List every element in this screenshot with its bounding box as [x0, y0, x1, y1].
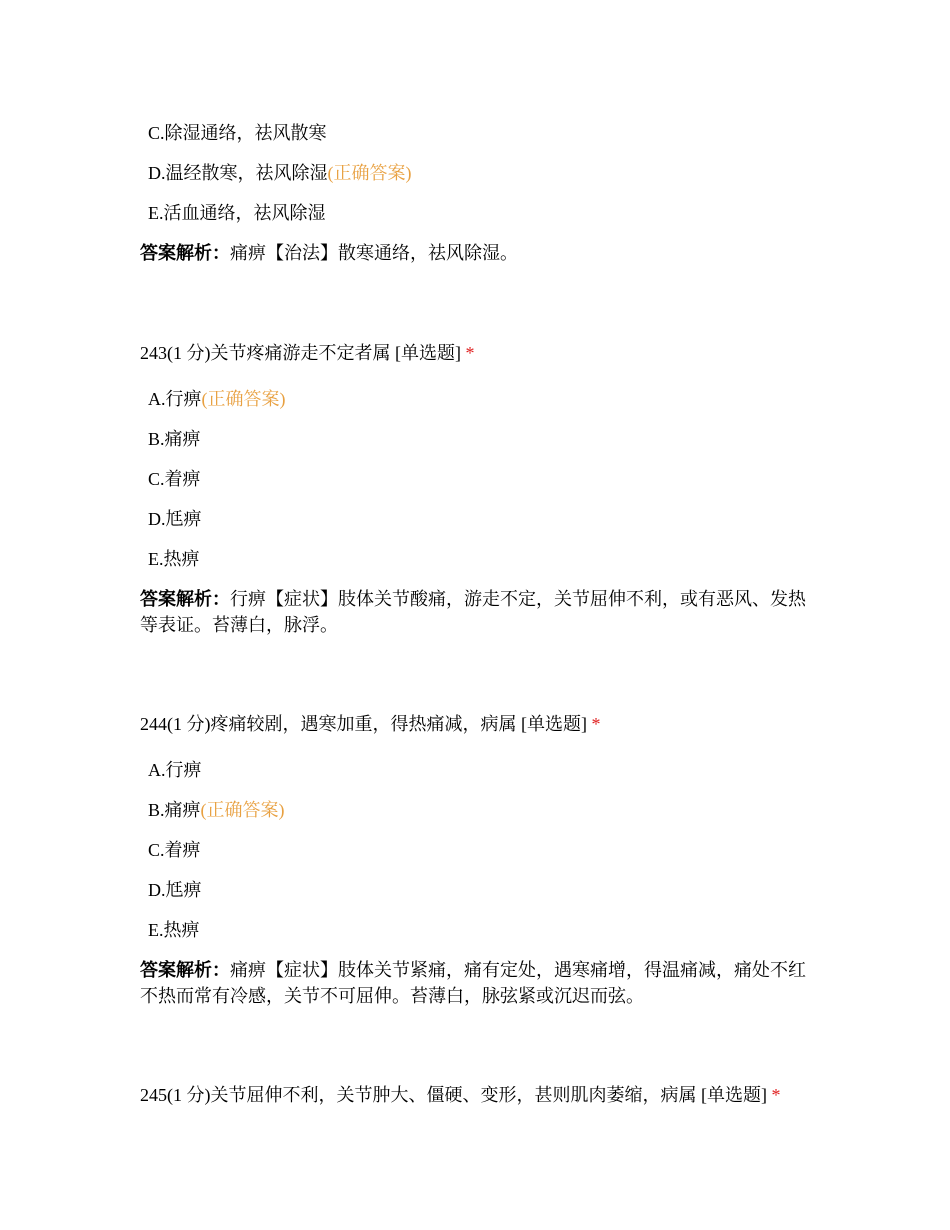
option-c: C.着痹: [148, 840, 201, 860]
option-a: A.行痹(正确答案): [148, 389, 286, 409]
required-star: *: [591, 714, 601, 734]
option-e: E.活血通络，祛风除湿: [148, 203, 326, 223]
question-title: 245(1 分)关节屈伸不利，关节肿大、僵硬、变形，甚则肌肉萎缩，病属 [单选题] *: [140, 1085, 781, 1105]
option-c: C.除湿通络，祛风散寒: [148, 123, 327, 143]
answer-analysis: [140, 586, 820, 638]
question-title: 243(1 分)关节疼痛游走不定者属 [单选题] *: [140, 343, 475, 363]
analysis-label: 答案解析：: [140, 589, 230, 609]
analysis-text: 痛痹【治法】散寒通络，祛风除湿。: [230, 243, 518, 263]
option-b: B.痛痹(正确答案): [148, 800, 285, 820]
option-c: C.着痹: [148, 469, 201, 489]
analysis-label: 答案解析：: [140, 960, 230, 980]
analysis-text: 痛痹【症状】肢体关节紧痛，痛有定处，遇寒痛增，得温痛减，痛处不红不热而常有冷感，关节不可屈伸。苔薄白，脉弦紧或沉迟而弦。: [140, 960, 806, 1006]
correct-answer-tag: (正确答案): [327, 163, 412, 183]
option-d: D.尪痹: [148, 880, 202, 900]
correct-answer-tag: (正确答案): [200, 800, 285, 820]
required-star: *: [771, 1085, 781, 1105]
question-title: 244(1 分)疼痛较剧，遇寒加重，得热痛减，病属 [单选题] *: [140, 714, 601, 734]
option-e: E.热痹: [148, 920, 200, 940]
option-b: B.痛痹: [148, 429, 201, 449]
option-e: E.热痹: [148, 549, 200, 569]
answer-analysis: [140, 957, 820, 1009]
analysis-text: 行痹【症状】肢体关节酸痛，游走不定，关节屈伸不利，或有恶风、发热等表证。苔薄白，脉浮。: [140, 589, 806, 635]
option-d: D.温经散寒，祛风除湿(正确答案): [148, 163, 412, 183]
option-a: A.行痹: [148, 760, 202, 780]
required-star: *: [465, 343, 475, 363]
correct-answer-tag: (正确答案): [201, 389, 286, 409]
answer-analysis: [140, 240, 820, 266]
option-d: D.尪痹: [148, 509, 202, 529]
analysis-label: 答案解析：: [140, 243, 230, 263]
